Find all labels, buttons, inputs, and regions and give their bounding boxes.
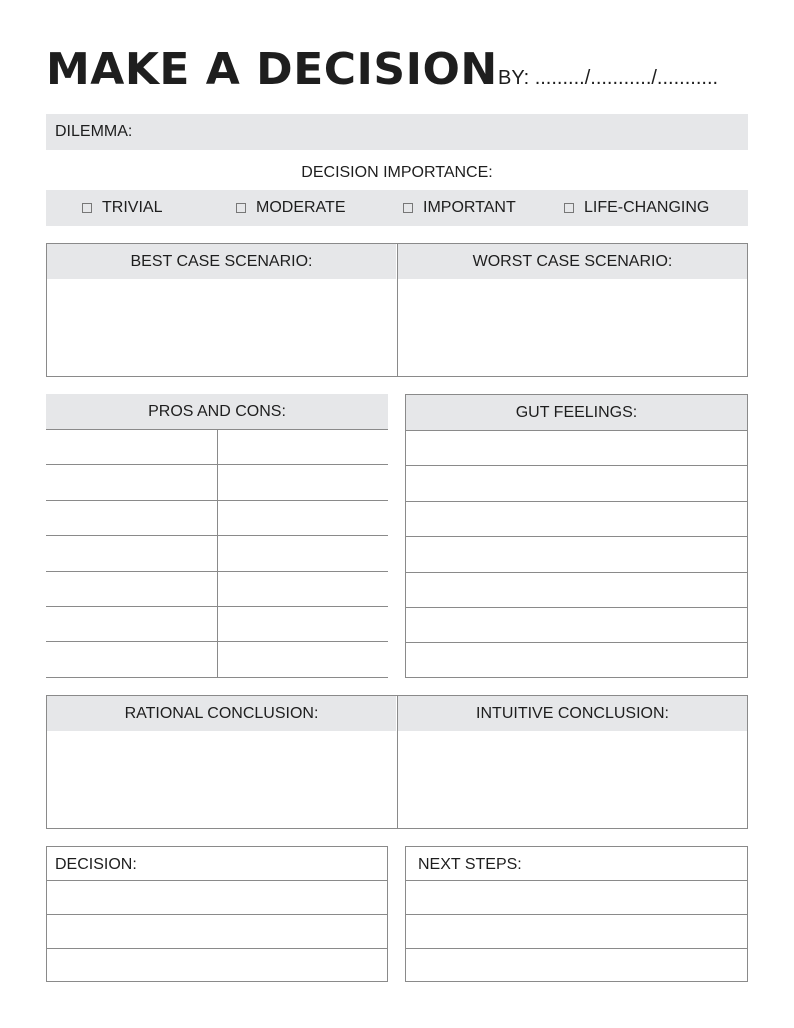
intuitive-label: INTUITIVE CONCLUSION: [476, 704, 669, 722]
pros-cons-header [46, 394, 388, 430]
best-case-label: BEST CASE SCENARIO: [130, 252, 313, 270]
option-trivial[interactable] [82, 198, 162, 218]
pros-cons-label: PROS AND CONS: [148, 403, 286, 420]
option-life-changing[interactable] [564, 198, 709, 218]
row-line [406, 572, 747, 573]
importance-title: DECISION IMPORTANCE: [301, 164, 493, 181]
checkbox-icon[interactable] [403, 203, 413, 213]
intuitive-header [398, 696, 747, 731]
worst-case-header [398, 244, 747, 279]
row-line [46, 641, 388, 642]
row-line [406, 536, 747, 537]
row-line [46, 535, 388, 536]
row-line [46, 429, 388, 430]
option-moderate[interactable] [236, 198, 345, 218]
dilemma-label: DILEMMA: [55, 123, 133, 140]
row-line [406, 914, 747, 915]
rational-header [47, 696, 396, 731]
worst-case-label: WORST CASE SCENARIO: [472, 252, 673, 270]
row-line [46, 500, 388, 501]
row-line [46, 677, 388, 678]
best-case-area[interactable] [47, 279, 397, 376]
checkbox-icon[interactable] [82, 203, 92, 213]
worst-case-area[interactable] [398, 279, 747, 376]
best-case-header [47, 244, 396, 279]
scenarios-box [46, 243, 748, 377]
row-line [46, 571, 388, 572]
row-line [46, 606, 388, 607]
row-line [406, 501, 747, 502]
row-line [406, 642, 747, 643]
row-line [46, 464, 388, 465]
decision-label: DECISION: [55, 856, 137, 873]
option-label: MODERATE [256, 199, 346, 216]
pros-cons-table [46, 394, 388, 678]
rational-area[interactable] [47, 731, 397, 828]
row-line [406, 465, 747, 466]
next-steps-box[interactable] [405, 846, 748, 982]
option-label: IMPORTANT [423, 199, 516, 216]
row-line [47, 914, 387, 915]
dilemma-field[interactable] [46, 114, 748, 150]
by-date-field[interactable]: BY: ........./.........../........... [498, 67, 719, 89]
option-label: LIFE-CHANGING [584, 199, 710, 216]
checkbox-icon[interactable] [236, 203, 246, 213]
next-steps-label: NEXT STEPS: [418, 856, 522, 873]
decision-box[interactable] [46, 846, 388, 982]
gut-feelings-label: GUT FEELINGS: [515, 403, 638, 421]
gut-feelings-table [405, 394, 748, 678]
intuitive-area[interactable] [398, 731, 747, 828]
row-line [406, 430, 747, 431]
option-important[interactable] [403, 198, 516, 218]
gut-feelings-header [406, 395, 747, 430]
row-line [47, 880, 387, 881]
row-line [47, 948, 387, 949]
page-title: MAKE A DECISION [46, 44, 498, 95]
row-line [406, 880, 747, 881]
checkbox-icon[interactable] [564, 203, 574, 213]
row-line [406, 948, 747, 949]
conclusions-box [46, 695, 748, 829]
rational-label: RATIONAL CONCLUSION: [124, 704, 319, 722]
option-label: TRIVIAL [102, 199, 163, 216]
row-line [406, 607, 747, 608]
